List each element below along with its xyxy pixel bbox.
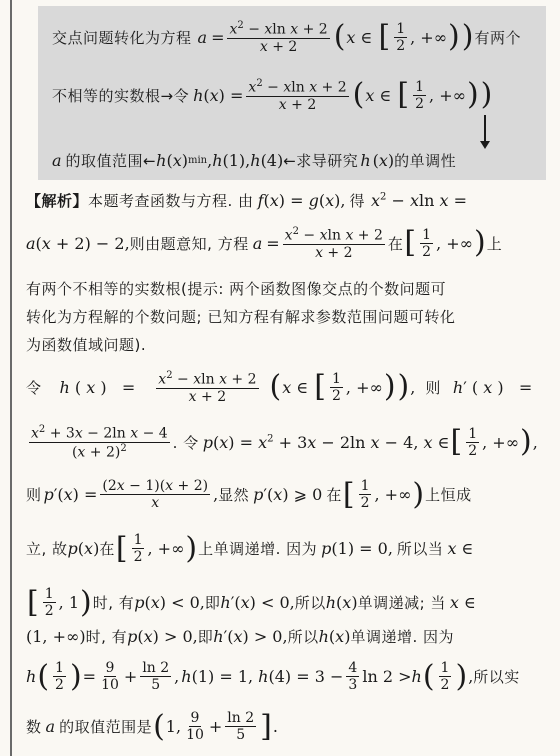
sol-line-2: a(x + 2) − 2, 则由题意知, 方程 a = $\frac{x^2 - xln x + 2}{x + 2}$ 在 [ $\frac{1}{2}$ , +∞ ) 上 (26, 225, 503, 261)
sol-line-12: h ( $\frac{1}{2}$ ) = $\frac{9}{10}$ + $\frac{\ln 2}{5}$ , h(1) = 1, h(4) = 3 − $\frac{4}{3}$ ln 2 > h ( $\frac{1}{2}$ ) , 所以实 (26, 658, 520, 694)
text: 有两个 (474, 28, 521, 47)
text: 的单调性 (394, 152, 457, 170)
box-line-3: a 的取值范围← h ( x ) min , h (1), h (4) ←求导研究 h ( x ) 的单调性 (52, 151, 457, 170)
box-line-2: 不相等的实数根→令 h ( x ) = $\frac{x^2 - xln x + 2}{x + 2}$ ( x ∈ [ $\frac{1}{2}$ , +∞ ) ) (52, 77, 493, 113)
text: 所以 (287, 628, 319, 646)
math: = (211, 27, 225, 47)
text: 在 (99, 540, 115, 559)
sol-line-10: [ $\frac{1}{2}$ , 1 ) 时, 有 p(x) < 0, 即 h′(x) < 0, 所以 h(x) 单调递减; 当 x ∈ (27, 584, 476, 620)
fraction: $\frac{x^2 - xln x + 2}{x + 2}$ (229, 20, 328, 55)
text: 数 (26, 718, 42, 737)
sol-line-3: 有两个不相等的实数根(提示: 两个函数图像交点的个数问题可 (26, 280, 447, 298)
text: ←求导研究 (283, 152, 359, 170)
sol-line-5: 为函数值域问题). (26, 336, 147, 354)
sol-line-6: 令 h ( x ) = $\frac{x^2 - xln x + 2}{x + 2}$ ( x ∈ [ $\frac{1}{2}$ , +∞ ) ) , 则 h′ ( x ) = (26, 369, 533, 405)
text: 即 (197, 628, 214, 646)
sol-line-9: 立, 故 p(x) 在 [ $\frac{1}{2}$ , +∞ ) 上单调递增. 因为 p(1) = 0, 所以当 x ∈ (26, 530, 474, 566)
text: 所以 (294, 594, 326, 613)
sol-line-1: 【解析】 本题考查函数与方程. 由 f(x) = g(x), 得 $x^2 - xln$ x = (26, 191, 468, 210)
box-line-1: 交点问题转化为方程 a = $\frac{x^2 - xln x + 2}{x + 2}$ ( x ∈ [ $\frac{1}{2}$ , +∞ ) ) 有两个 (52, 19, 521, 55)
text: 即 (204, 594, 221, 613)
text: 不相等的实数根→令 (52, 86, 190, 105)
text: 上单调递增. 因为 (198, 540, 318, 559)
text: 得 (349, 192, 365, 210)
text: 则 (425, 378, 441, 397)
text: 令 (26, 378, 42, 397)
text: 立, 故 (26, 540, 68, 559)
text: 时, 有 (92, 594, 135, 613)
text: 的取值范围是 (59, 718, 153, 737)
margin-rule (10, 0, 12, 756)
text: . 令 (172, 433, 199, 452)
text: 则由题意知, 方程 (129, 234, 249, 253)
math: a (197, 27, 208, 47)
down-arrow-icon (484, 115, 486, 143)
sol-line-11: (1, +∞) 时, 有 p(x) > 0, 即 h′(x) > 0, 所以 h(x) 单调递增. 因为 (26, 627, 454, 646)
text: 在 (326, 486, 342, 505)
text: 所以实 (473, 668, 520, 687)
text: 上恒成 (425, 486, 472, 505)
text: 交点问题转化为方程 (52, 28, 192, 47)
sol-line-8: 则 p′(x) = $\frac{(2x - 1)(x + 2)}{x}$ , 显然 p′(x) ⩾ 0 在 [ $\frac{1}{2}$ , +∞ ) 上恒成 (26, 476, 472, 512)
text: 显然 (218, 486, 250, 505)
sol-line-4: 转化为方程解的个数问题; 已知方程有解求参数范围问题可转化 (26, 308, 456, 326)
sol-line-7: $\frac{x^2 + 3x - 2\ln x - 4}{(x + 2)^2}$ . 令 $p(x) = x^2 + 3x - 2\ln$ x − 4, x ∈ [ $\frac{1}{2}$ , +∞ ) , (31, 424, 538, 461)
text: 的取值范围← (65, 152, 157, 170)
text: 单调递减; 当 (357, 594, 446, 613)
text: 单调递增. 因为 (350, 628, 454, 646)
text: 时, 有 (85, 628, 128, 646)
text: 本题考查函数与方程. 由 (88, 192, 254, 210)
text: 则 (26, 486, 42, 505)
text: 上 (486, 234, 503, 253)
solution-tag: 【解析】 (26, 192, 89, 210)
text: 所以当 (396, 540, 444, 559)
sol-line-13: 数 a 的取值范围是 ( 1, $\frac{9}{10}$ + $\frac{\ln 2}{5}$ ] . (26, 708, 278, 744)
